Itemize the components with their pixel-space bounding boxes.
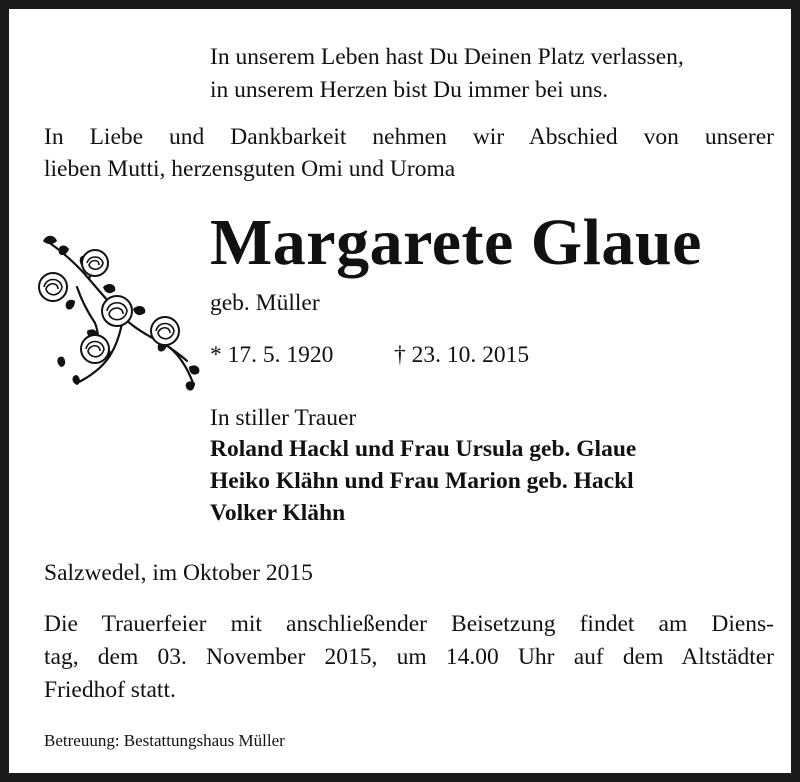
mourners-list — [210, 433, 636, 529]
funeral-home-credit: Betreuung: Bestattungshaus Müller — [44, 731, 285, 750]
service-line: tag, dem 03. November 2015, um 14.00 Uhr auf dem Altstädter — [44, 644, 774, 670]
death-date: † 23. 10. 2015 — [394, 342, 530, 368]
place-and-date: Salzwedel, im Oktober 2015 — [44, 560, 313, 586]
mourner-name: Volker Klähn — [210, 500, 346, 526]
deceased-name: Margarete Glaue — [210, 206, 702, 279]
mourning-heading: In stiller Trauer — [210, 405, 357, 431]
birth-date: * 17. 5. 1920 — [210, 342, 334, 368]
poem-line: in unserem Herzen bist Du immer bei uns. — [210, 77, 609, 103]
memorial-poem — [210, 41, 684, 107]
intro-line: In Liebe und Dankbarkeit nehmen wir Abschied von unserer — [44, 124, 774, 150]
service-line: Friedhof statt. — [44, 677, 176, 703]
maiden-name: geb. Müller — [210, 290, 320, 316]
poem-line: In unserem Leben hast Du Deinen Platz verlassen, — [210, 44, 684, 70]
mourner-name: Heiko Klähn und Frau Marion geb. Hackl — [210, 468, 634, 494]
rose-branch-icon — [37, 227, 203, 397]
intro-line: lieben Mutti, herzensguten Omi und Uroma — [44, 156, 456, 182]
farewell-intro — [44, 121, 774, 185]
service-line: Die Trauerfeier mit anschließender Beisetzung findet am Diens- — [44, 611, 774, 637]
mourner-name: Roland Hackl und Frau Ursula geb. Glaue — [210, 436, 637, 462]
funeral-service-notice — [44, 608, 774, 707]
